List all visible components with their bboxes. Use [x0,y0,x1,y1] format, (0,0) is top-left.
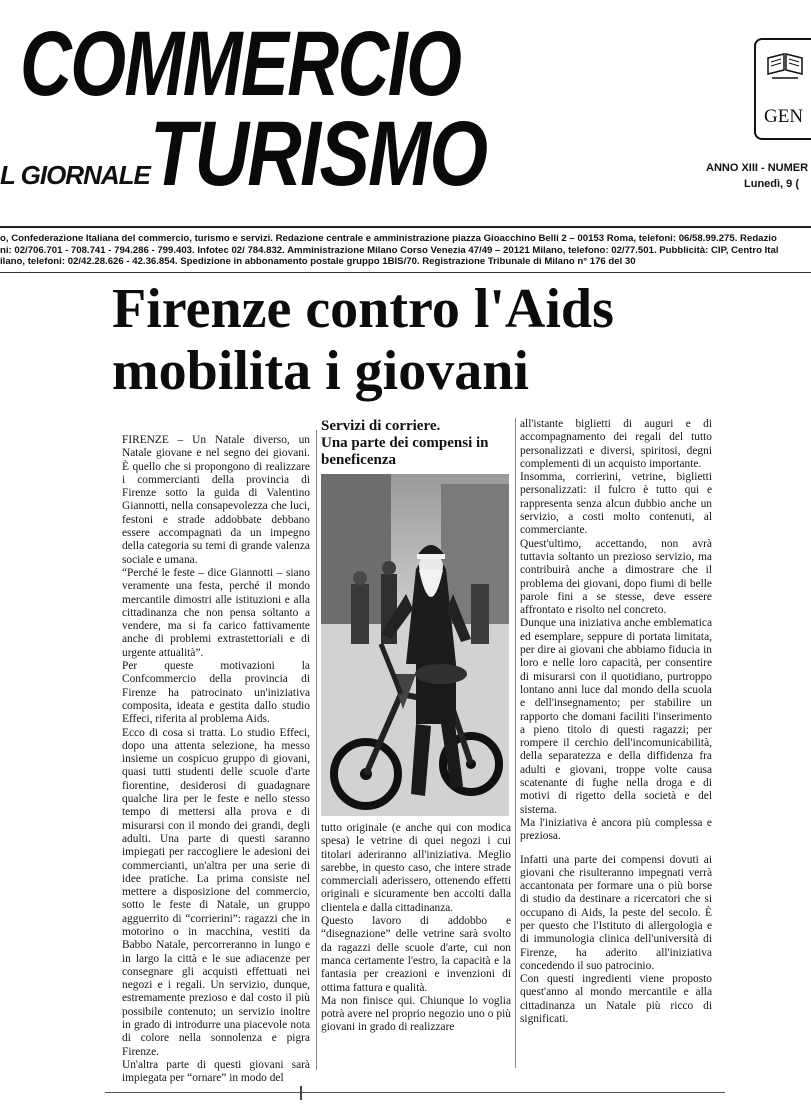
headline-line: mobilita i giovani [112,340,529,402]
imprint-line: ilano, telefoni: 02/42.28.626 - 42.36.854. Spedizione in abbonamento postale gruppo 1BIS/70. Registrazione Tribunale di Milano n° 176 del 30 [0,256,636,267]
paragraph: Insomma, corrierini, vetrine, biglietti personalizzati: il fulcro è tutto qui e rappresenta senza alcun dubbio anche un servizio, a costi molto contenuti, al commerciante. [520,471,712,537]
paragraph: Questo lavoro di addobbo e “disegnazione” delle vetrine sarà svolto da ragazzi delle scuole d'arte, cui non manca certamente l'estro, la capacità e la fantasia per creazioni e invenzioni di ottima fattura e qualità. [321,915,511,994]
imprint-block [0,233,811,268]
paragraph: Ma l'iniziativa è ancora più complessa e preziosa. [520,816,712,843]
paragraph: “Perché le feste – dice Giannotti – siano veramente una festa, perché il mondo mercantile dimostri alle istituzioni e alla cittadinanza che non pensa soltanto a vendere, ma si fa carico fattivamente anche di problemi extrastettoriali e di urgente attualità”. [122,566,310,659]
sidebar-headline [321,418,517,469]
masthead-title-bottom: TURISMO [150,103,487,205]
column-divider [316,430,317,1070]
paragraph: tutto originale (e anche qui con modica spesa) le vetrine di quei negozi i cui titolari aderiranno all'iniziativa. Meglio sarebbe, in questo caso, che intere strade commerciali aderissero, ottenendo effetti originali e sicuramente ben accolti dalla clientela e dalla cittadinanza. [321,822,511,914]
article-photo [321,474,509,816]
footer-mark [300,1086,302,1100]
header-rule [0,226,811,228]
paragraph: Ma non finisce qui. Chiunque lo voglia potrà avere nel proprio negozio uno o più giovani in grado di realizzare [321,994,511,1034]
paragraph-gap [520,844,712,854]
paragraph: Quest'ultimo, accettando, non avrà tuttavia soltanto un prezioso servizio, ma contribuirà anche a dimostrare che il problema dei giovani, dopo fiumi di belle parole fini a se stesse, deve essere affrontato e risolto nel concreto. [520,537,712,617]
issue-info [706,160,811,192]
sidebar-headline-line: beneficenza [321,452,396,468]
sidebar-headline-line: Una parte dei compensi in [321,435,489,451]
santa-on-moped-photo [321,474,509,816]
paragraph: all'istante biglietti di auguri e di accompagnamento dei regali del tutto personalizzati e diversi, spiritosi, degni complementi di un acquisto importante. [520,418,712,470]
masthead-title-top: COMMERCIO [20,13,461,115]
imprint-line: ni: 02/706.701 - 708.741 - 794.286 - 799.403. Infotec 02/ 784.832. Amministrazione Milano Corso Venezia 47/49 – 20121 Milano, telefono: 02/77.501. Pubblicità: CIP, Centro Ital [0,244,779,256]
column-divider [515,418,516,1068]
paragraph: Un'altra parte di questi giovani sarà impiegata per “ornare” in modo del [122,1058,310,1085]
issue-number: ANNO XIII - NUMER [706,162,809,174]
article-column-1 [122,434,310,1086]
paragraph: Per queste motivazioni la Confcommercio della provincia di Firenze ha patrocinato un'iniziativa composita, ideata e gestita dallo studio Effeci, riferita al problema Aids. [122,660,310,726]
paragraph: Con questi ingredienti viene proposto quest'anno al mondo mercantile e alla cittadinanza un Natale più ricco di significati. [520,973,712,1026]
article-column-2 [321,822,511,1035]
article-column-3 [520,418,712,1026]
imprint-line: o, Confederazione Italiana del commercio, turismo e servizi. Redazione centrale e amministrazione piazza Gioacchino Belli 2 – 00153 Roma, telefoni: 06/58.99.275. Redazio [0,233,777,244]
sidebar-headline-line: Servizi di corriere. [321,418,441,434]
footer-rule [105,1092,725,1093]
publisher-logo [754,38,811,140]
article-headline [112,278,712,402]
paragraph: Infatti una parte dei compensi dovuti ai giovani che risulteranno impegnati verrà accantonata per formare una o più borse di studio da destinare a ricercatori che si occupano di Aids, la peste del secolo. È per questo che l'Istituto di allergologia e di immunologia clinica dell'università di Firenze, ha aderito all'iniziativa concedendo il suo patrocinio. [520,853,712,972]
headline-line: Firenze contro l'Aids [112,278,614,340]
paragraph: Ecco di cosa si tratta. Lo studio Effeci, dopo una attenta selezione, ha messo insieme un cospicuo gruppo di giovani, quasi tutti studenti delle scuole d'arte fiorentine, desiderosi di guadagnare qualche lira per le feste e nello stesso tempo di mettersi alla prova e di misurarsi con il mondo dei grandi, degli adulti. Una parte di questi saranno impiegati per raccogliere le adesioni dei commercianti, un'altra per una serie di idee pratiche. La prima consiste nel mettere a disposizione del commercio, sotto le feste di Natale, un gruppo agguerrito di “corrierini”: ragazzi che in motorino o in macchina, vestiti da Babbo Natale, percorreranno in lungo e in largo la città e le sue adiacenze per consegnare gli acquisti effettuati nei negozi e i regali. Un servizio, dunque, estremamente prezioso e dal costo il più possibile contenuto; un servizio inoltre in grado di introdurre una piacevole nota di colore nella sonnolenza e pigra Firenze. [122,726,310,1058]
book-emblem-icon [766,50,804,80]
paragraph: Dunque una iniziativa anche emblematica ed esemplare, seppure di portata limitata, per dire ai giovani che abbiamo fiducia in loro e nelle loro capacità, per consentire di misurarsi con il quotidiano, purtroppo lontano anni luce dal mondo della scuola e dell'insegnamento; per stabilire un rapporto che domani faciliti l'inserimento a pieno titolo di questi ragazzi; per rompere il cerchio dell'incomunicabilità, della separatezza e della diffidenza fra adulti e giovani, troppe volte causa scatenante di fughe nella droga e di motivi di rigetto della società e del sistema. [520,617,712,816]
paragraph: FIRENZE – Un Natale diverso, un Natale giovane e nel segno dei giovani. È quello che si propongono di realizzare i commercianti della provincia di Firenze sotto la guida di Valentino Giannotti, nella consapevolezza che luci, festoni e strade addobbate debbano essere accompagnati da un impegno della categoria su temi di grande valenza sociale e umana. [122,434,310,566]
logo-text: GEN [764,106,804,127]
issue-date: Lunedì, 9 ( [744,178,799,190]
imprint-rule [0,272,811,273]
masthead-subtitle: L GIORNALE [0,160,150,190]
